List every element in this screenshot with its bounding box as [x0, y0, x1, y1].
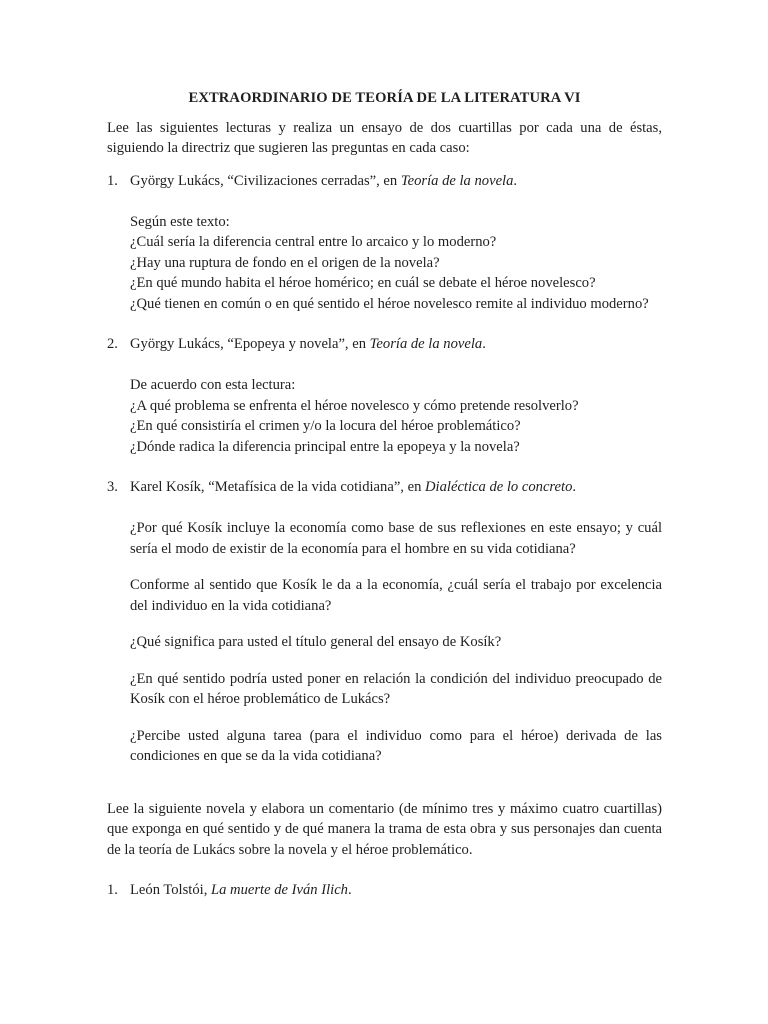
- reading-number: 1.: [107, 172, 118, 189]
- reading-lead: Según este texto:: [130, 213, 230, 230]
- reading-number: 2.: [107, 336, 118, 352]
- intro-paragraph: Lee las siguientes lecturas y realiza un ensayo de dos cuartillas por cada una de éstas, siguiendo la directriz que sugieren las preguntas en cada caso:: [107, 119, 662, 156]
- question: ¿En qué sentido podría usted poner en relación la condición del individuo preocupado de Kosík con el héroe problemático de Lukács?: [130, 670, 662, 707]
- reading-questions-3: [130, 518, 662, 767]
- question: ¿Hay una ruptura de fondo en el origen de la novela?: [130, 254, 440, 271]
- question: ¿A qué problema se enfrenta el héroe novelesco y cómo pretende resolverlo?: [130, 397, 579, 414]
- reading-questions-2: [130, 375, 662, 457]
- document-title: EXTRAORDINARIO DE TEORÍA DE LA LITERATURA VI: [188, 90, 581, 106]
- reading-work: “Metafísica de la vida cotidiana”, en: [208, 479, 426, 495]
- question: ¿Dónde radica la diferencia principal entre la epopeya y la novela?: [130, 438, 520, 455]
- reading-reference: [130, 477, 576, 498]
- novel-item: [107, 880, 662, 901]
- reading-book: Teoría de la novela: [400, 172, 514, 189]
- novel-author: León Tolstói,: [130, 882, 211, 898]
- novel-number: 1.: [107, 882, 118, 898]
- novel-end: .: [347, 882, 352, 898]
- question: ¿Por qué Kosík incluye la economía como base de sus reflexiones en este ensayo; y cuál sería el modo de existir de la economía para el hombre en su vida cotidiana?: [130, 520, 662, 557]
- question: ¿En qué consistiría el crimen y/o la locura del héroe problemático?: [130, 418, 521, 434]
- reading-questions-1: [130, 212, 662, 315]
- novel-reference: [130, 880, 352, 901]
- reading-reference: [130, 334, 486, 355]
- question: Conforme al sentido que Kosík le da a la economía, ¿cuál sería el trabajo por excelencia del individuo en la vida cotidiana?: [130, 577, 662, 614]
- reading-work: “Epopeya y novela”, en: [227, 336, 370, 352]
- question: ¿Qué significa para usted el título general del ensayo de Kosík?: [130, 634, 502, 650]
- reading-item-3: [107, 477, 662, 498]
- question: ¿Cuál sería la diferencia central entre lo arcaico y lo moderno?: [130, 234, 497, 250]
- reading-work: “Civilizaciones cerradas”, en: [227, 172, 401, 189]
- reading-author: Karel Kosík,: [130, 479, 209, 495]
- reading-end: .: [513, 172, 518, 189]
- reading-book: Dialéctica de lo concreto: [425, 479, 573, 495]
- document-page: [107, 88, 662, 901]
- reading-author: György Lukács,: [130, 336, 228, 352]
- question: ¿Qué tienen en común o en qué sentido el héroe novelesco remite al individuo moderno?: [130, 295, 649, 312]
- reading-author: György Lukács,: [130, 172, 228, 189]
- reading-book: Teoría de la novela: [369, 336, 483, 352]
- reading-item-2: [107, 334, 662, 355]
- reading-number: 3.: [107, 479, 118, 495]
- reading-reference: [130, 171, 517, 192]
- question: ¿Percibe usted alguna tarea (para el individuo como para el héroe) derivada de las condiciones en que se da la vida cotidiana?: [130, 727, 662, 764]
- novel-book: La muerte de Iván Ilich: [211, 882, 348, 898]
- novel-instruction: Lee la siguiente novela y elabora un comentario (de mínimo tres y máximo cuatro cuartillas) que exponga en qué sentido y de qué manera la trama de esta obra y sus personajes dan cuenta de la teoría de Lukács sobre la novela y el héroe problemático.: [107, 800, 662, 858]
- reading-lead: De acuerdo con esta lectura:: [130, 377, 296, 393]
- reading-end: .: [572, 479, 577, 495]
- reading-end: .: [482, 336, 486, 352]
- reading-item-1: [107, 171, 662, 192]
- question: ¿En qué mundo habita el héroe homérico; en cuál se debate el héroe novelesco?: [130, 275, 596, 291]
